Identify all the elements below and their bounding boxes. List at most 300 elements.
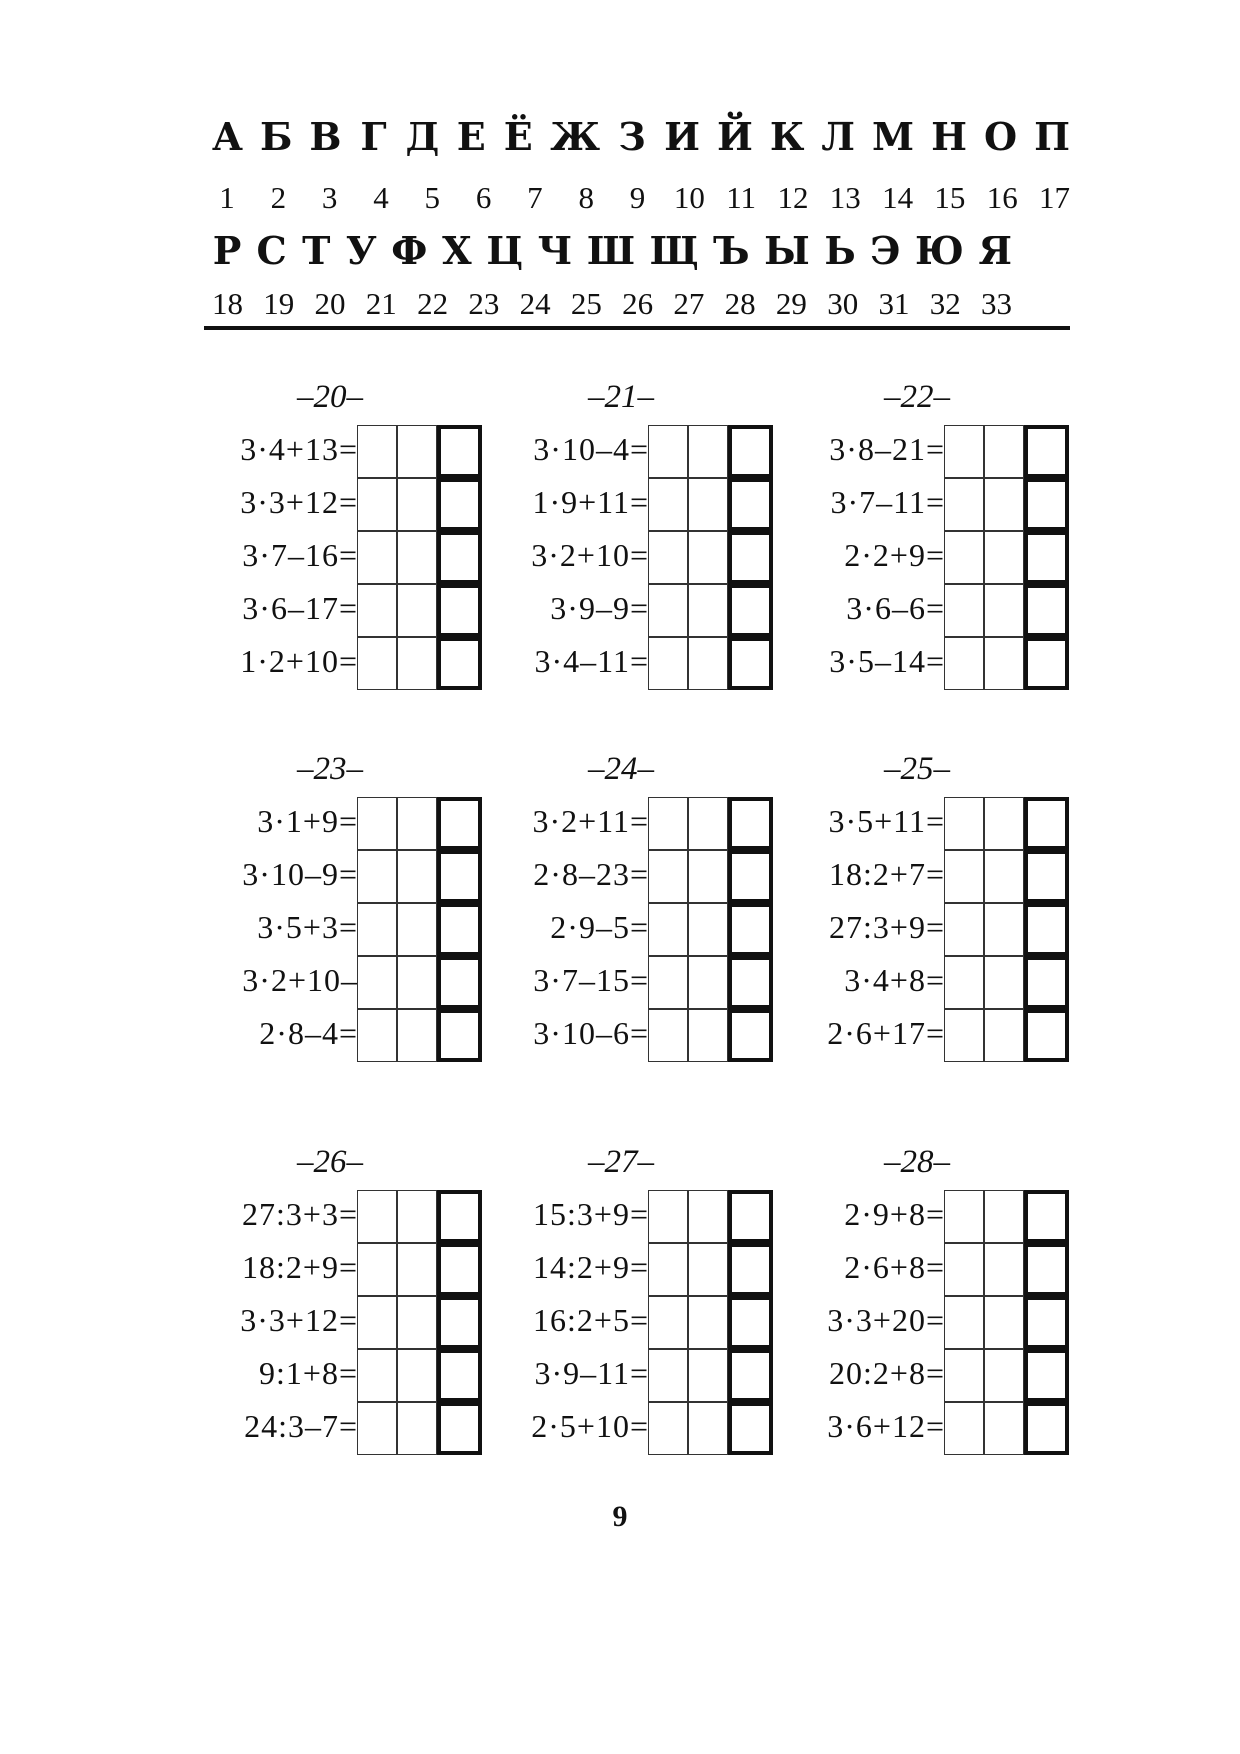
digit-answer-cell[interactable] — [397, 531, 437, 584]
digit-answer-cell[interactable] — [357, 956, 397, 1009]
letter-answer-cell[interactable] — [437, 956, 482, 1009]
equation-row — [496, 797, 786, 850]
digit-answer-cell[interactable] — [357, 584, 397, 637]
letter-answer-cell[interactable] — [437, 584, 482, 637]
digit-answer-cell[interactable] — [688, 1243, 728, 1296]
equation-row — [205, 797, 495, 850]
alphabet-letter: Ц — [486, 228, 524, 273]
alphabet-letter: Ь — [824, 228, 856, 273]
equation-expression: 3·2+11= — [532, 803, 649, 839]
alphabet-letter: З — [618, 114, 646, 159]
letter-answer-cell[interactable] — [728, 850, 773, 903]
digit-answer-cell[interactable] — [648, 531, 688, 584]
alphabet-letter: Й — [716, 114, 753, 159]
alphabet-letter: Р — [212, 228, 242, 273]
letter-answer-cell[interactable] — [1024, 850, 1069, 903]
equation-row — [205, 1349, 495, 1402]
letter-answer-cell[interactable] — [728, 425, 773, 478]
digit-answer-cell[interactable] — [984, 1402, 1024, 1455]
digit-answer-cell[interactable] — [397, 850, 437, 903]
alphabet-number: 16 — [986, 180, 1018, 215]
letter-answer-cell[interactable] — [437, 478, 482, 531]
letter-answer-cell[interactable] — [1024, 584, 1069, 637]
digit-answer-cell[interactable] — [357, 850, 397, 903]
letter-answer-cell[interactable] — [728, 1190, 773, 1243]
letter-answer-cell[interactable] — [1024, 1190, 1069, 1243]
equation-expression: 3·6+12= — [827, 1408, 945, 1444]
digit-answer-cell[interactable] — [688, 478, 728, 531]
exercise-block — [205, 751, 495, 1051]
digit-answer-cell[interactable] — [944, 850, 984, 903]
digit-answer-cell[interactable] — [984, 584, 1024, 637]
equation-expression: 1·9+11= — [532, 484, 649, 520]
equation-row — [496, 478, 786, 531]
digit-answer-cell[interactable] — [397, 1349, 437, 1402]
digit-answer-cell[interactable] — [944, 1190, 984, 1243]
exercise-title: –28– — [884, 1144, 950, 1180]
equation-row — [496, 637, 786, 690]
alphabet-number: 27 — [673, 286, 705, 321]
equation-row — [496, 1190, 786, 1243]
letter-answer-cell[interactable] — [728, 637, 773, 690]
alphabet-letter: Т — [302, 228, 331, 273]
digit-answer-cell[interactable] — [944, 531, 984, 584]
equation-expression: 18:2+7= — [829, 856, 945, 892]
exercise-title: –27– — [588, 1144, 654, 1180]
equation-row — [205, 1009, 495, 1062]
digit-answer-cell[interactable] — [984, 1190, 1024, 1243]
alphabet-letter: Б — [259, 114, 293, 159]
alphabet-letters-row-2 — [212, 228, 1012, 273]
digit-answer-cell[interactable] — [397, 584, 437, 637]
digit-answer-cell[interactable] — [944, 584, 984, 637]
digit-answer-cell[interactable] — [648, 850, 688, 903]
letter-answer-cell[interactable] — [728, 797, 773, 850]
digit-answer-cell[interactable] — [984, 478, 1024, 531]
digit-answer-cell[interactable] — [688, 850, 728, 903]
letter-answer-cell[interactable] — [1024, 903, 1069, 956]
digit-answer-cell[interactable] — [944, 425, 984, 478]
letter-answer-cell[interactable] — [437, 1296, 482, 1349]
exercise-block — [792, 379, 1082, 679]
alphabet-number: 17 — [1039, 180, 1070, 215]
digit-answer-cell[interactable] — [688, 1349, 728, 1402]
alphabet-letter: Щ — [649, 228, 699, 273]
equation-expression: 3·3+12= — [240, 1302, 358, 1338]
letter-answer-cell[interactable] — [728, 478, 773, 531]
digit-answer-cell[interactable] — [357, 1243, 397, 1296]
digit-answer-cell[interactable] — [984, 531, 1024, 584]
digit-answer-cell[interactable] — [397, 1402, 437, 1455]
equation-row — [792, 1402, 1082, 1455]
equation-expression: 2·9+8= — [844, 1196, 945, 1232]
equation-expression: 1·2+10= — [240, 643, 358, 679]
alphabet-number: 28 — [724, 286, 756, 321]
letter-answer-cell[interactable] — [728, 1349, 773, 1402]
digit-answer-cell[interactable] — [984, 1009, 1024, 1062]
alphabet-number: 15 — [934, 180, 966, 215]
digit-answer-cell[interactable] — [397, 1296, 437, 1349]
equation-row — [205, 478, 495, 531]
digit-answer-cell[interactable] — [357, 425, 397, 478]
equation-row — [205, 584, 495, 637]
exercise-title: –26– — [297, 1144, 363, 1180]
exercise-title: –23– — [297, 751, 363, 787]
equation-expression: 16:2+5= — [533, 1302, 649, 1338]
equation-expression: 3·5+11= — [828, 803, 945, 839]
digit-answer-cell[interactable] — [984, 637, 1024, 690]
digit-answer-cell[interactable] — [688, 637, 728, 690]
letter-answer-cell[interactable] — [1024, 1349, 1069, 1402]
equation-row — [205, 425, 495, 478]
equation-row — [496, 584, 786, 637]
letter-answer-cell[interactable] — [728, 1243, 773, 1296]
equation-expression: 2·8–23= — [533, 856, 649, 892]
alphabet-number: 13 — [829, 180, 861, 215]
letter-answer-cell[interactable] — [1024, 1243, 1069, 1296]
digit-answer-cell[interactable] — [688, 1190, 728, 1243]
alphabet-number: 21 — [365, 286, 397, 321]
equation-row — [792, 850, 1082, 903]
equation-expression: 2·6+8= — [844, 1249, 945, 1285]
equation-row — [496, 1349, 786, 1402]
letter-answer-cell[interactable] — [728, 903, 773, 956]
digit-answer-cell[interactable] — [357, 1349, 397, 1402]
equation-row — [792, 956, 1082, 1009]
alphabet-letter: К — [769, 114, 805, 159]
equation-row — [792, 1296, 1082, 1349]
letter-answer-cell[interactable] — [437, 531, 482, 584]
digit-answer-cell[interactable] — [688, 1296, 728, 1349]
exercise-title: –24– — [588, 751, 654, 787]
equation-expression: 3·3+12= — [240, 484, 358, 520]
equation-row — [792, 1243, 1082, 1296]
exercise-block — [205, 379, 495, 679]
alphabet-letter: П — [1034, 114, 1070, 159]
letter-answer-cell[interactable] — [1024, 478, 1069, 531]
equation-row — [496, 1243, 786, 1296]
alphabet-number: 10 — [673, 180, 705, 215]
equation-expression: 18:2+9= — [242, 1249, 358, 1285]
alphabet-letter: В — [309, 114, 342, 159]
alphabet-letter: Э — [870, 228, 901, 273]
alphabet-number: 24 — [519, 286, 551, 321]
alphabet-number: 11 — [726, 180, 757, 215]
equation-expression: 3·3+20= — [827, 1302, 945, 1338]
alphabet-letter: Г — [360, 114, 387, 159]
digit-answer-cell[interactable] — [648, 1296, 688, 1349]
digit-answer-cell[interactable] — [944, 1349, 984, 1402]
alphabet-letter: Ж — [550, 114, 601, 159]
equation-row — [496, 531, 786, 584]
digit-answer-cell[interactable] — [357, 531, 397, 584]
letter-answer-cell[interactable] — [728, 1296, 773, 1349]
equation-row — [792, 903, 1082, 956]
letter-answer-cell[interactable] — [437, 1349, 482, 1402]
alphabet-divider — [204, 326, 1070, 330]
equation-expression: 3·8–21= — [829, 431, 945, 467]
digit-answer-cell[interactable] — [944, 903, 984, 956]
alphabet-letter: У — [345, 228, 377, 273]
digit-answer-cell[interactable] — [648, 425, 688, 478]
equation-row — [792, 425, 1082, 478]
equation-expression: 27:3+9= — [829, 909, 945, 945]
equation-row — [792, 1009, 1082, 1062]
digit-answer-cell[interactable] — [397, 797, 437, 850]
equation-row — [205, 1402, 495, 1455]
equation-row — [792, 797, 1082, 850]
digit-answer-cell[interactable] — [688, 425, 728, 478]
exercise-block — [496, 379, 786, 679]
alphabet-number: 19 — [263, 286, 295, 321]
alphabet-letter: Н — [931, 114, 967, 159]
alphabet-number: 8 — [578, 180, 594, 215]
alphabet-letter: Ё — [503, 114, 533, 159]
digit-answer-cell[interactable] — [648, 1243, 688, 1296]
equation-expression: 3·9–9= — [550, 590, 649, 626]
equation-row — [205, 1296, 495, 1349]
digit-answer-cell[interactable] — [357, 478, 397, 531]
equation-expression: 2·6+17= — [827, 1015, 945, 1051]
equation-expression: 9:1+8= — [259, 1355, 358, 1391]
equation-row — [205, 637, 495, 690]
digit-answer-cell[interactable] — [944, 1009, 984, 1062]
equation-expression: 3·10–6= — [533, 1015, 649, 1051]
digit-answer-cell[interactable] — [984, 956, 1024, 1009]
digit-answer-cell[interactable] — [648, 637, 688, 690]
digit-answer-cell[interactable] — [648, 1402, 688, 1455]
equation-row — [496, 1296, 786, 1349]
alphabet-number: 4 — [373, 180, 389, 215]
alphabet-number: 1 — [219, 180, 235, 215]
digit-answer-cell[interactable] — [648, 1190, 688, 1243]
equation-expression: 3·7–11= — [830, 484, 945, 520]
digit-answer-cell[interactable] — [357, 1190, 397, 1243]
letter-answer-cell[interactable] — [1024, 797, 1069, 850]
equation-row — [496, 850, 786, 903]
digit-answer-cell[interactable] — [688, 584, 728, 637]
alphabet-number: 2 — [270, 180, 287, 215]
equation-expression: 2·5+10= — [531, 1408, 649, 1444]
equation-row — [205, 903, 495, 956]
digit-answer-cell[interactable] — [688, 903, 728, 956]
exercise-title: –20– — [297, 379, 363, 415]
digit-answer-cell[interactable] — [357, 903, 397, 956]
digit-answer-cell[interactable] — [397, 903, 437, 956]
letter-answer-cell[interactable] — [437, 1402, 482, 1455]
digit-answer-cell[interactable] — [648, 584, 688, 637]
alphabet-letter: М — [872, 114, 915, 159]
digit-answer-cell[interactable] — [397, 478, 437, 531]
alphabet-letter: Е — [456, 114, 486, 159]
digit-answer-cell[interactable] — [397, 1243, 437, 1296]
equation-expression: 20:2+8= — [829, 1355, 945, 1391]
letter-answer-cell[interactable] — [728, 1402, 773, 1455]
equation-expression: 3·1+9= — [257, 803, 358, 839]
digit-answer-cell[interactable] — [984, 903, 1024, 956]
exercise-block — [496, 1144, 786, 1444]
digit-answer-cell[interactable] — [397, 425, 437, 478]
equation-expression: 2·9–5= — [550, 909, 649, 945]
exercise-title: –25– — [884, 751, 950, 787]
equation-expression: 3·10–9= — [242, 856, 358, 892]
letter-answer-cell[interactable] — [728, 1009, 773, 1062]
digit-answer-cell[interactable] — [688, 1009, 728, 1062]
equation-row — [496, 903, 786, 956]
letter-answer-cell[interactable] — [728, 956, 773, 1009]
exercise-title: –21– — [588, 379, 654, 415]
equation-row — [205, 1190, 495, 1243]
letter-answer-cell[interactable] — [437, 1243, 482, 1296]
equation-expression: 3·6–6= — [846, 590, 945, 626]
alphabet-number: 7 — [527, 180, 543, 215]
alphabet-letter: Ъ — [713, 228, 750, 273]
equation-expression: 2·2+9= — [844, 537, 945, 573]
alphabet-number: 25 — [570, 286, 602, 321]
equation-row — [496, 1009, 786, 1062]
alphabet-number: 22 — [417, 286, 449, 321]
page-number: 9 — [612, 1500, 628, 1533]
alphabet-number: 32 — [929, 286, 961, 321]
equation-row — [792, 531, 1082, 584]
letter-answer-cell[interactable] — [1024, 637, 1069, 690]
alphabet-number: 33 — [980, 286, 1012, 321]
digit-answer-cell[interactable] — [688, 956, 728, 1009]
digit-answer-cell[interactable] — [984, 850, 1024, 903]
equation-row — [205, 531, 495, 584]
equation-row — [792, 478, 1082, 531]
exercise-title: –22– — [884, 379, 950, 415]
digit-answer-cell[interactable] — [648, 903, 688, 956]
digit-answer-cell[interactable] — [984, 425, 1024, 478]
letter-answer-cell[interactable] — [437, 637, 482, 690]
alphabet-number: 6 — [475, 180, 492, 215]
digit-answer-cell[interactable] — [397, 1009, 437, 1062]
digit-answer-cell[interactable] — [357, 1402, 397, 1455]
alphabet-letter: Ч — [537, 228, 573, 273]
equation-row — [205, 956, 495, 1009]
letter-answer-cell[interactable] — [1024, 1009, 1069, 1062]
alphabet-letter: Ш — [586, 228, 636, 273]
equation-expression: 27:3+3= — [242, 1196, 358, 1232]
digit-answer-cell[interactable] — [984, 1243, 1024, 1296]
digit-answer-cell[interactable] — [397, 956, 437, 1009]
letter-answer-cell[interactable] — [1024, 1296, 1069, 1349]
equation-row — [496, 425, 786, 478]
letter-answer-cell[interactable] — [1024, 531, 1069, 584]
digit-answer-cell[interactable] — [944, 1402, 984, 1455]
alphabet-number: 3 — [321, 180, 338, 215]
digit-answer-cell[interactable] — [357, 637, 397, 690]
letter-answer-cell[interactable] — [437, 1009, 482, 1062]
exercise-block — [205, 1144, 495, 1444]
digit-answer-cell[interactable] — [357, 1296, 397, 1349]
equation-row — [496, 1402, 786, 1455]
letter-answer-cell[interactable] — [437, 903, 482, 956]
letter-answer-cell[interactable] — [728, 584, 773, 637]
alphabet-number: 23 — [468, 286, 500, 321]
digit-answer-cell[interactable] — [648, 1349, 688, 1402]
letter-answer-cell[interactable] — [728, 531, 773, 584]
digit-answer-cell[interactable] — [944, 797, 984, 850]
alphabet-letter: Я — [978, 228, 1012, 273]
equation-expression: 3·4+13= — [240, 431, 358, 467]
alphabet-number: 31 — [878, 286, 910, 321]
letter-answer-cell[interactable] — [437, 1190, 482, 1243]
equation-expression: 3·7–16= — [242, 537, 358, 573]
digit-answer-cell[interactable] — [984, 797, 1024, 850]
equation-expression: 3·2+10– — [242, 962, 358, 998]
alphabet-letter: Ы — [764, 228, 810, 273]
digit-answer-cell[interactable] — [944, 956, 984, 1009]
digit-answer-cell[interactable] — [944, 478, 984, 531]
alphabet-letter: С — [256, 228, 287, 273]
letter-answer-cell[interactable] — [437, 797, 482, 850]
equation-expression: 3·7–15= — [533, 962, 649, 998]
equation-expression: 3·5+3= — [257, 909, 358, 945]
equation-expression: 3·10–4= — [533, 431, 649, 467]
alphabet-number: 12 — [777, 180, 809, 215]
equation-row — [205, 850, 495, 903]
alphabet-letter: Ю — [914, 228, 964, 273]
digit-answer-cell[interactable] — [648, 956, 688, 1009]
alphabet-letter: Д — [405, 114, 440, 159]
letter-answer-cell[interactable] — [437, 425, 482, 478]
equation-expression: 2·8–4= — [259, 1015, 358, 1051]
equation-row — [792, 1190, 1082, 1243]
equation-expression: 3·4–11= — [534, 643, 649, 679]
digit-answer-cell[interactable] — [648, 1009, 688, 1062]
alphabet-number: 29 — [775, 286, 807, 321]
alphabet-letter: О — [983, 114, 1018, 159]
digit-answer-cell[interactable] — [357, 1009, 397, 1062]
alphabet-number: 5 — [424, 180, 440, 215]
digit-answer-cell[interactable] — [944, 1296, 984, 1349]
alphabet-number: 18 — [212, 286, 243, 321]
exercise-block — [792, 751, 1082, 1051]
digit-answer-cell[interactable] — [688, 531, 728, 584]
digit-answer-cell[interactable] — [984, 1349, 1024, 1402]
digit-answer-cell[interactable] — [357, 797, 397, 850]
letter-answer-cell[interactable] — [437, 850, 482, 903]
equation-expression: 3·9–11= — [534, 1355, 649, 1391]
equation-expression: 24:3–7= — [244, 1408, 358, 1444]
digit-answer-cell[interactable] — [397, 637, 437, 690]
equation-row — [205, 1243, 495, 1296]
equation-expression: 15:3+9= — [533, 1196, 649, 1232]
exercise-block — [792, 1144, 1082, 1444]
digit-answer-cell[interactable] — [648, 797, 688, 850]
digit-answer-cell[interactable] — [688, 797, 728, 850]
digit-answer-cell[interactable] — [944, 637, 984, 690]
equation-expression: 3·4+8= — [844, 962, 945, 998]
digit-answer-cell[interactable] — [984, 1296, 1024, 1349]
alphabet-letter: Х — [442, 228, 472, 273]
alphabet-letter: А — [212, 114, 243, 159]
digit-answer-cell[interactable] — [648, 478, 688, 531]
alphabet-letter: Л — [821, 114, 856, 159]
alphabet-number: 26 — [622, 286, 654, 321]
equation-row — [496, 956, 786, 1009]
digit-answer-cell[interactable] — [688, 1402, 728, 1455]
digit-answer-cell[interactable] — [397, 1190, 437, 1243]
letter-answer-cell[interactable] — [1024, 1402, 1069, 1455]
letter-answer-cell[interactable] — [1024, 425, 1069, 478]
digit-answer-cell[interactable] — [944, 1243, 984, 1296]
letter-answer-cell[interactable] — [1024, 956, 1069, 1009]
alphabet-number: 9 — [629, 180, 646, 215]
exercise-block — [496, 751, 786, 1051]
